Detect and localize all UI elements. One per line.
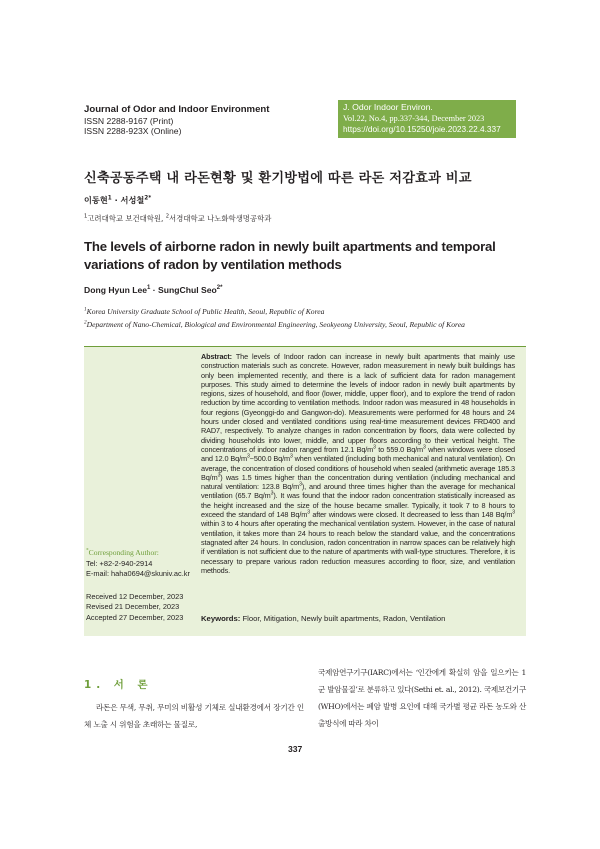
corresponding-tel: Tel: +82-2-940-2914 [86,558,153,568]
authors-english [84,285,222,295]
affiliation-text: Department of Nano-Chemical, Biological and Environmental Engineering, Seokyeong University, Seoul, Republic of Korea [86,320,465,329]
author-name: 이동현 [84,195,108,205]
author-name: Dong Hyun Lee [84,285,148,295]
body-paragraph: 국제암연구기구(IARC)에서는 ‘인간에게 확실히 암을 일으키는 1군 발암물질’로 분류하고 있다(Sethi et. al., 2012). 국제보건기구(WHO)에서는 폐암 발병 요인에 대해 국가별 평균 라돈 농도와 산출방식에 따라 차이 [318,668,526,728]
affiliation-marker: 2 [165,213,170,220]
doi-link[interactable]: https://doi.org/10.15250/joie.2023.22.4.337 [343,124,501,134]
body-column-right [318,664,526,732]
received-date: Received 12 December, 2023 [86,591,184,601]
issn-print: ISSN 2288-9167 (Print) [84,116,174,126]
keywords [201,614,521,623]
affiliation-marker: 1 [147,285,151,292]
unit-superscript: 3 [217,472,221,479]
journal-abbreviation: J. Odor Indoor Environ. [343,102,433,112]
unit-superscript: 3 [270,491,274,498]
journal-name: Journal of Odor and Indoor Environment [84,104,270,115]
abstract-text: The levels of Indoor radon can increase in newly built apartments that mainly use construction materials such as concrete. However, radon measurement in newly built buildings has only been implemented recently, and there is a lack of sufficient data for radon management purposes. This study aimed to determine the levels of indoor radon in newly built apartments by regions, sizes of household, and floor (lower, middle, upper floor), and to explore the trend of radon reduction by time according to ventilation methods. Indoor radon was measured in 48 households in four regions (Gyeonggi-do and Gangwon-do). Measurements were performed for 48 hours and 24 hours under closed and ventilated conditions using real-time measurement devices FRD400 and RAD7, respectively. To analyze changes in radon concentration by floors, data were collected by dividing households into lower, middle, and upper floors according to their vertical height. The concentrations of indoor radon ranged from 12.1 Bq/m [201,352,515,454]
corresponding-email[interactable]: E-mail: haha0694@skuniv.ac.kr [86,569,190,579]
affiliation-text: Korea University Graduate School of Public Health, Seoul, Republic of Korea [86,307,325,316]
affiliations-english [84,305,529,331]
volume-info: Vol.22, No.4, pp.337-344, December 2023 [343,114,485,123]
journal-info [84,104,340,137]
keywords-label: Keywords: [201,614,241,623]
affiliation: 고려대학교 보건대학원, [87,214,166,223]
author-name: 서성철 [120,195,145,205]
corresponding-author-label [86,548,202,559]
author-name: SungChul Seo [158,285,217,295]
abstract-label: Abstract: [201,352,232,361]
title-english: The levels of airborne radon in newly built apartments and temporal variations of radon by ventilation methods [84,239,496,272]
keywords-text: Floor, Mitigation, Newly built apartments, Radon, Ventilation [240,614,446,623]
journal-citation-box [338,100,516,138]
abstract-text: ) was 1.5 times higher than the concentration during ventilation (including mechanical and natural ventilation: 123.8 Bq/m [201,472,515,492]
affiliation: 서경대학교 나노화학생명공학과 [169,214,272,223]
unit-superscript: 3 [246,453,250,460]
accepted-date: Accepted 27 December, 2023 [86,612,184,622]
unit-superscript: 3 [299,481,302,488]
affiliation-marker: 2 [84,319,87,326]
abstract-text: within 3 to 4 hours after operating the mechanical ventilation system. However, in the case of natural ventilation, it takes more than 24 hours to reach below the standard value, and the concentrations stagnated after 24 hours. In conclusion, radon concentration in narrow spaces can be relatively high if ventilation is not sufficient due to the nature of apartments with wall-type structures. Therefore, it is necessary to prepare various radon reduction measures according to floor, size, and ventilation methods. [201,519,515,575]
author-separator: · [111,195,121,205]
author-separator: · [150,285,159,295]
abstract-text: when windows were closed and 12.0 Bq/m [201,444,515,464]
affiliation-1 [84,305,529,318]
corresponding-label-text: Corresponding Author: [88,548,159,557]
page-number: 337 [288,744,303,754]
authors-korean [84,195,151,206]
issn-online: ISSN 2288-923X (Online) [84,126,182,137]
unit-superscript: 3 [289,453,293,460]
section-heading-introduction: 1. 서 론 [84,679,153,691]
affiliation-marker: 1 [84,213,88,220]
abstract-text: after windows were closed. It decreased to less than 148 Bq/m [309,510,513,520]
affiliation-marker: 2* [216,285,223,292]
unit-superscript: 3 [373,444,376,451]
unit-superscript: 3 [423,444,426,451]
abstract-text: when ventilated (including both mechanical and natural ventilation). On average, the concentration of closed conditions of household when sealed (arithmetic average 185.3 Bq/m [201,454,515,482]
abstract [201,352,515,575]
affiliation-marker: 1 [84,306,87,313]
abstract-text: ), and around three times higher than the average for mechanical ventilation (65.7 Bq/m [201,482,515,501]
corresponding-marker: * [86,547,89,554]
abstract-text: to 559.0 Bq/m [375,444,424,454]
unit-superscript: 3 [307,509,310,516]
article-dates [86,592,202,624]
revised-date: Revised 21 December, 2023 [86,602,180,612]
unit-superscript: 3 [512,509,516,516]
affiliation-marker: 1 [107,195,112,202]
affiliations-korean [84,213,271,224]
affiliation-2 [84,318,529,331]
article-side-info [86,548,202,624]
title-korean: 신축공동주택 내 라돈현황 및 환기방법에 따른 라돈 저감효과 비교 [84,171,472,186]
abstract-text: ~500.0 Bq/m [249,454,290,464]
affiliation-marker: 2* [144,195,152,202]
body-column-left [84,699,304,733]
body-paragraph: 라돈은 무색, 무취, 무미의 비활성 기체로 실내환경에서 장기간 인체 노출 시 위험을 초래하는 물질로, [84,703,304,729]
abstract-text: ). It was found that the indoor radon concentration statistically increased as the height increased and the size of the house became smaller. Typically, it took 7 to 8 hours to exceed the standard of 148 Bq/m [201,491,515,520]
